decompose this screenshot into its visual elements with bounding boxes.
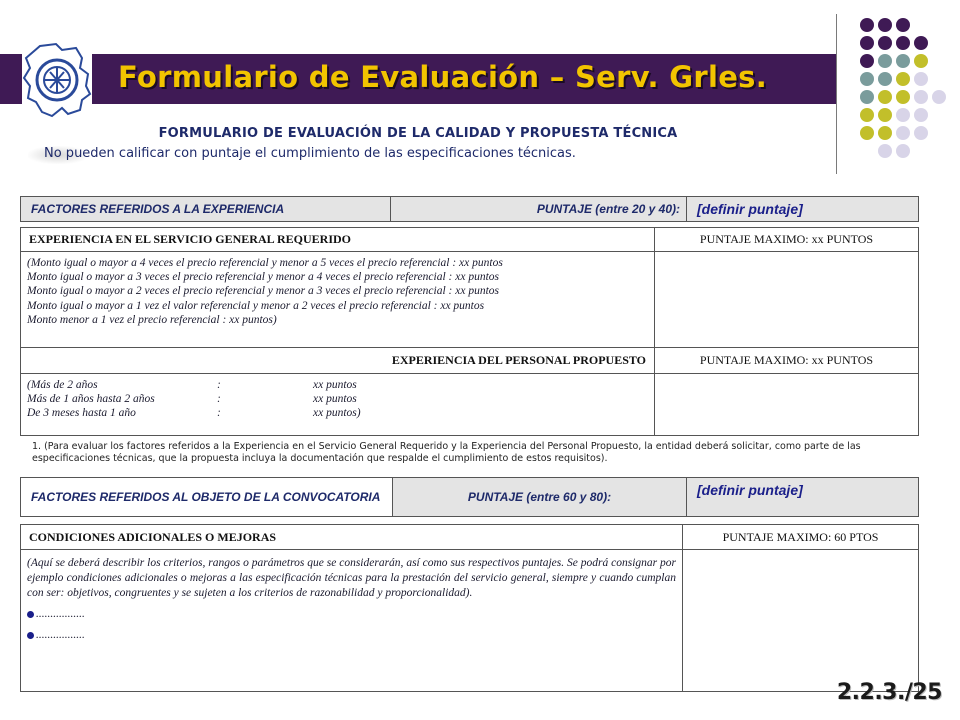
exp-personal-score-cell (655, 374, 919, 436)
decorative-dot (896, 72, 910, 86)
decorative-dot (896, 108, 910, 122)
exp-general-line: Monto igual o mayor a 2 veces el precio referencial y menor a 3 veces el precio referencial : xx puntos (27, 285, 499, 298)
decorative-dot (896, 144, 910, 158)
bullet-icon (27, 611, 34, 618)
section-object-value: [definir puntaje] (687, 478, 919, 517)
decorative-dot (878, 18, 892, 32)
section-object-header (20, 477, 919, 517)
decorative-dot (896, 18, 910, 32)
exp-general-score-cell (655, 252, 919, 348)
section-experience-header (20, 196, 919, 222)
conditions-score-cell (683, 550, 919, 692)
decorative-dot (914, 90, 928, 104)
decorative-dot (932, 90, 946, 104)
conditions-max: PUNTAJE MAXIMO: 60 PTOS (683, 525, 919, 550)
footnote: 1. (Para evaluar los factores referidos a la Experiencia en el Servicio General Requerido y la Experiencia del Personal Propuesto, la entidad deberá solicitar, como parte de las especificaciones técnicas, que la propuesta incluya la documentación que respalde el cumplimiento de estos requisitos). (32, 441, 861, 464)
decorative-dot (896, 36, 910, 50)
exp-personal-header: EXPERIENCIA DEL PERSONAL PROPUESTO (21, 348, 655, 374)
exp-general-line: Monto menor a 1 vez el precio referencial : xx puntos) (27, 313, 277, 326)
exp-personal-row: Más de 1 años hasta 2 años : xx puntos (27, 393, 357, 406)
exp-general-header: EXPERIENCIA EN EL SERVICIO GENERAL REQUERIDO (21, 228, 655, 252)
conditions-table (20, 524, 919, 692)
bullet-icon (27, 632, 34, 639)
conditions-bullet: ................. (27, 607, 676, 622)
exp-general-description (21, 252, 655, 348)
page-title: Formulario de Evaluación – Serv. Grles. (118, 60, 768, 94)
decorative-dot (896, 54, 910, 68)
decorative-divider (836, 14, 837, 174)
decorative-dot (860, 36, 874, 50)
decorative-dot (914, 36, 928, 50)
decorative-dot (878, 126, 892, 140)
decorative-dot (914, 54, 928, 68)
decorative-dot (860, 126, 874, 140)
section-object-puntaje-label: PUNTAJE (entre 60 y 80): (393, 478, 687, 517)
experience-table (20, 227, 919, 436)
decorative-dot (860, 54, 874, 68)
exp-general-line: Monto igual o mayor a 1 vez el valor referencial y menor a 2 veces el precio referencial : xx puntos (27, 299, 485, 312)
bolivia-map-logo-icon (22, 42, 92, 118)
decorative-dot (896, 126, 910, 140)
exp-personal-description (21, 374, 655, 436)
section-experience-label: FACTORES REFERIDOS A LA EXPERIENCIA (21, 197, 391, 222)
decorative-dot (860, 108, 874, 122)
decorative-dot (860, 90, 874, 104)
conditions-bullet: ................. (27, 628, 676, 643)
section-experience-value: [definir puntaje] (687, 197, 919, 222)
decorative-dot (878, 72, 892, 86)
section-object-label: FACTORES REFERIDOS AL OBJETO DE LA CONVOCATORIA (21, 478, 393, 517)
decorative-dot (914, 126, 928, 140)
form-note: No pueden calificar con puntaje el cumplimiento de las especificaciones técnicas. (44, 146, 576, 161)
decorative-dot (860, 72, 874, 86)
conditions-header: CONDICIONES ADICIONALES O MEJORAS (21, 525, 683, 550)
decorative-dot (914, 72, 928, 86)
conditions-description (21, 550, 683, 692)
exp-personal-max: PUNTAJE MAXIMO: xx PUNTOS (655, 348, 919, 374)
exp-general-line: (Monto igual o mayor a 4 veces el precio referencial y menor a 5 veces el precio referencial : xx puntos (27, 257, 503, 269)
decorative-dot (878, 108, 892, 122)
exp-personal-row: (Más de 2 años : xx puntos (27, 379, 357, 391)
page-number: 2.2.3./25 (836, 680, 942, 705)
form-subtitle: FORMULARIO DE EVALUACIÓN DE LA CALIDAD Y PROPUESTA TÉCNICA (158, 126, 678, 141)
conditions-text: (Aquí se deberá describir los criterios, rangos o parámetros que se considerarán, así como sus respectivos puntajes. Se podrá consignar por ejemplo condiciones adicionales o mejoras a las especificación técnicas para la prestación del servicio general, siempre y cuando cumplan con ser: objetivos, congruentes y se sujeten a los criterios de razonabilidad y proporcionalidad). (27, 557, 676, 599)
section-experience-puntaje-label: PUNTAJE (entre 20 y 40): (391, 197, 687, 222)
exp-personal-row: De 3 meses hasta 1 año : xx puntos) (27, 407, 361, 420)
decorative-dot (878, 36, 892, 50)
exp-general-line: Monto igual o mayor a 3 veces el precio referencial y menor a 4 veces el precio referencial : xx puntos (27, 271, 499, 284)
decorative-dot (878, 90, 892, 104)
decorative-dot (914, 108, 928, 122)
decorative-dot (896, 90, 910, 104)
decorative-dot (860, 18, 874, 32)
header-left-stripe (0, 54, 22, 104)
exp-general-max: PUNTAJE MAXIMO: xx PUNTOS (655, 228, 919, 252)
decorative-dot (878, 54, 892, 68)
decorative-dot (878, 144, 892, 158)
